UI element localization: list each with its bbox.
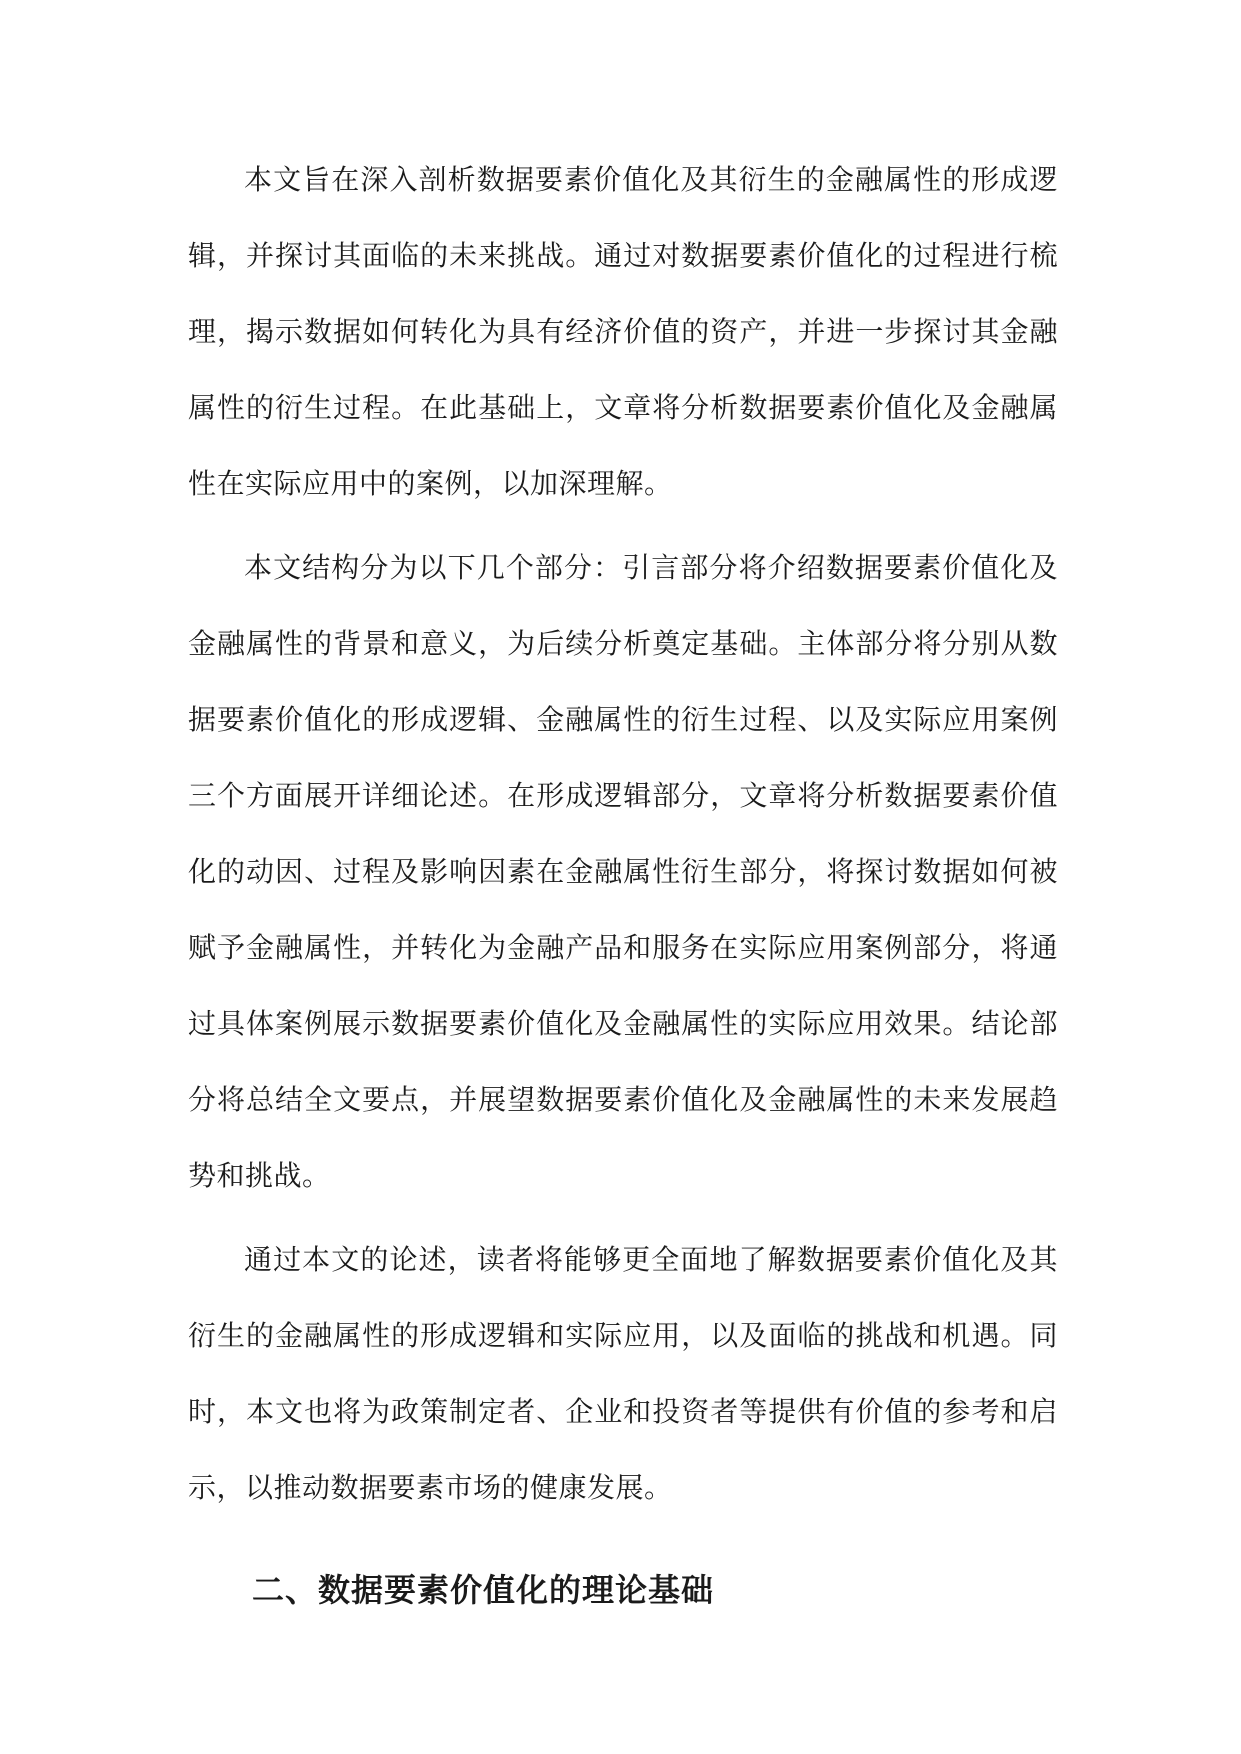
paragraph-purpose: 本文旨在深入剖析数据要素价值化及其衍生的金融属性的形成逻辑，并探讨其面临的未来挑战。通过对数据要素价值化的过程进行梳理，揭示数据如何转化为具有经济价值的资产，并进一步探讨其金融属性的衍生过程。在此基础上，文章将分析数据要素价值化及金融属性在实际应用中的案例，以加深理解。 [188, 163, 1058, 500]
paragraph-structure: 本文结构分为以下几个部分：引言部分将介绍数据要素价值化及金融属性的背景和意义，为后续分析奠定基础。主体部分将分别从数据要素价值化的形成逻辑、金融属性的衍生过程、以及实际应用案例三个方面展开详细论述。在形成逻辑部分，文章将分析数据要素价值化的动因、过程及影响因素在金融属性衍生部分，将探讨数据如何被赋予金融属性，并转化为金融产品和服务在实际应用案例部分，将通过具体案例展示数据要素价值化及金融属性的实际应用效果。结论部分将总结全文要点，并展望数据要素价值化及金融属性的未来发展趋势和挑战。 [188, 551, 1058, 1192]
paragraph-significance: 通过本文的论述，读者将能够更全面地了解数据要素价值化及其衍生的金融属性的形成逻辑和实际应用，以及面临的挑战和机遇。同时，本文也将为政策制定者、企业和投资者等提供有价值的参考和启示，以推动数据要素市场的健康发展。 [188, 1243, 1058, 1504]
body-text [188, 142, 1058, 1534]
section-heading: 二、数据要素价值化的理论基础 [252, 1571, 715, 1609]
